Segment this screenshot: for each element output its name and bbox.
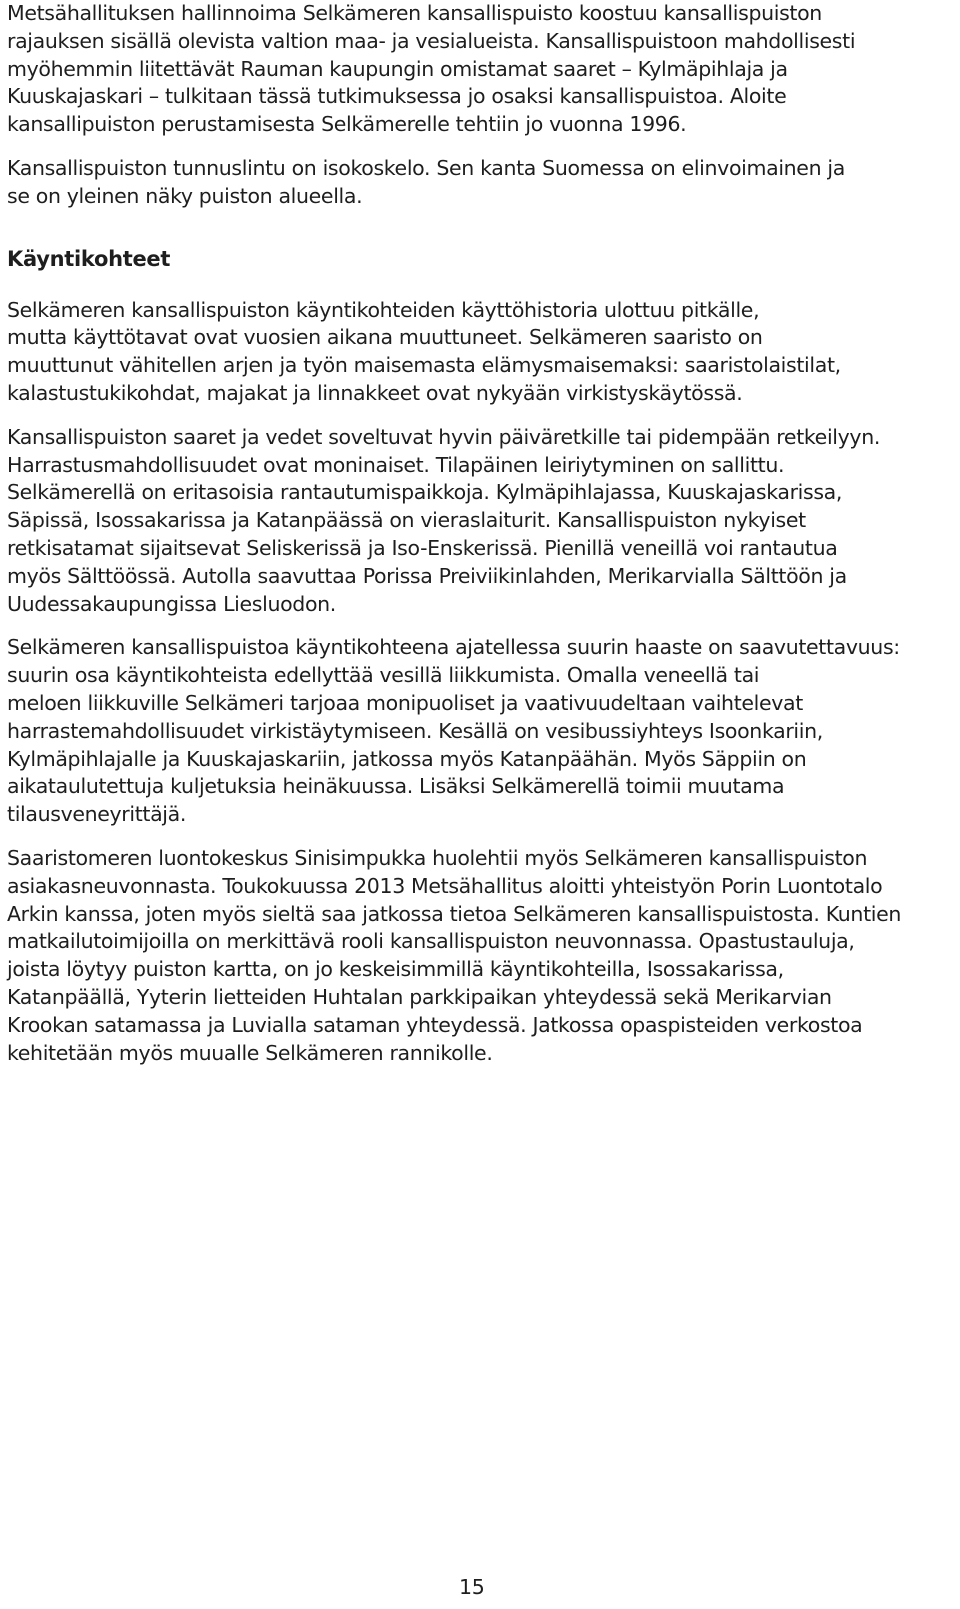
text-line: myös Sälttöössä. Autolla saavuttaa Porissa Preiviikinlahden, Merikarvialla Sälttöön ja [7, 563, 847, 588]
service-paragraph [7, 845, 952, 1067]
text-line: Krookan satamassa ja Luvialla sataman yhteydessä. Jatkossa opaspisteiden verkostoa [7, 1012, 863, 1037]
text-line: tilausveneyrittäjä. [7, 802, 187, 827]
text-line: Katanpäällä, Yyterin lietteiden Huhtalan parkkipaikan yhteydessä sekä Merikarvian [7, 984, 832, 1009]
text-line: aikataulutettuja kuljetuksia heinäkuussa. Lisäksi Selkämerellä toimii muutama [7, 774, 785, 799]
text-line: Metsähallituksen hallinnoima Selkämeren kansallispuisto koostuu kansallispuiston [7, 1, 822, 25]
history-paragraph [7, 297, 952, 408]
bird-paragraph [7, 155, 952, 211]
text-line: Selkämeren kansallispuiston käyntikohteiden käyttöhistoria ulottuu pitkälle, [7, 297, 760, 322]
text-line: mutta käyttötavat ovat vuosien aikana muuttuneet. Selkämeren saaristo on [7, 325, 763, 350]
text-line: Kansallispuiston saaret ja vedet soveltuvat hyvin päiväretkille tai pidempään retkeilyyn. [7, 424, 881, 449]
text-line: suurin osa käyntikohteista edellyttää vesillä liikkumista. Omalla veneellä tai [7, 663, 760, 688]
intro-paragraph [7, 0, 952, 139]
text-line: rajauksen sisällä olevista valtion maa- ja vesialueista. Kansallispuistoon mahdollisesti [7, 28, 856, 53]
text-line: kansallipuiston perustamisesta Selkämerelle tehtiin jo vuonna 1996. [7, 112, 687, 137]
text-line: Kuuskajaskari – tulkitaan tässä tutkimuksessa jo osaksi kansallispuistoa. Aloite [7, 84, 787, 109]
page-number: 15 [459, 1575, 485, 1599]
activities-paragraph [7, 424, 952, 619]
text-line: Kansallispuiston tunnuslintu on isokoskelo. Sen kanta Suomessa on elinvoimainen ja [7, 155, 845, 180]
text-line: matkailutoimijoilla on merkittävä rooli kansallispuiston neuvonnassa. Opastustauluja, [7, 929, 855, 954]
text-line: retkisatamat sijaitsevat Seliskerissä ja Iso-Enskerissä. Pienillä veneillä voi rantautua [7, 535, 838, 560]
text-line: kalastustukikohdat, majakat ja linnakkeet ovat nykyään virkistyskäytössä. [7, 380, 743, 405]
text-line: Selkämeren kansallispuistoa käyntikohteena ajatellessa suurin haaste on saavutettavuus: [7, 635, 900, 660]
document-page [7, 0, 952, 1067]
text-line: se on yleinen näky puiston alueella. [7, 183, 363, 208]
text-line: Kylmäpihlajalle ja Kuuskajaskariin, jatkossa myös Katanpäähän. Myös Säppiin on [7, 746, 807, 771]
text-line: Säpissä, Isossakarissa ja Katanpäässä on vieraslaiturit. Kansallispuiston nykyiset [7, 508, 806, 533]
text-line: myöhemmin liitettävät Rauman kaupungin omistamat saaret – Kylmäpihlaja ja [7, 56, 788, 81]
access-paragraph [7, 634, 952, 829]
text-line: Selkämerellä on eritasoisia rantautumispaikkoja. Kylmäpihlajassa, Kuuskajaskarissa, [7, 480, 843, 505]
text-line: muuttunut vähitellen arjen ja työn maisemasta elämysmaisemaksi: saaristolaistilat, [7, 353, 841, 378]
text-line: meloen liikkuville Selkämeri tarjoaa monipuoliset ja vaativuudeltaan vaihtelevat [7, 690, 803, 715]
text-line: harrastemahdollisuudet virkistäytymiseen. Kesällä on vesibussiyhteys Isoonkariin, [7, 718, 823, 743]
text-line: joista löytyy puiston kartta, on jo keskeisimmillä käyntikohteilla, Isossakarissa, [7, 957, 784, 982]
text-line: Arkin kanssa, joten myös sieltä saa jatkossa tietoa Selkämeren kansallispuistosta. Kuntien [7, 901, 902, 926]
text-line: kehitetään myös muualle Selkämeren rannikolle. [7, 1040, 493, 1065]
text-line: asiakasneuvonnasta. Toukokuussa 2013 Metsähallitus aloitti yhteistyön Porin Luontotalo [7, 873, 883, 898]
text-line: Harrastusmahdollisuudet ovat moninaiset. Tilapäinen leiriytyminen on sallittu. [7, 452, 785, 477]
section-heading: Käyntikohteet [7, 246, 171, 271]
text-line: Saaristomeren luontokeskus Sinisimpukka huolehtii myös Selkämeren kansallispuiston [7, 845, 868, 870]
text-line: Uudessakaupungissa Liesluodon. [7, 591, 336, 616]
